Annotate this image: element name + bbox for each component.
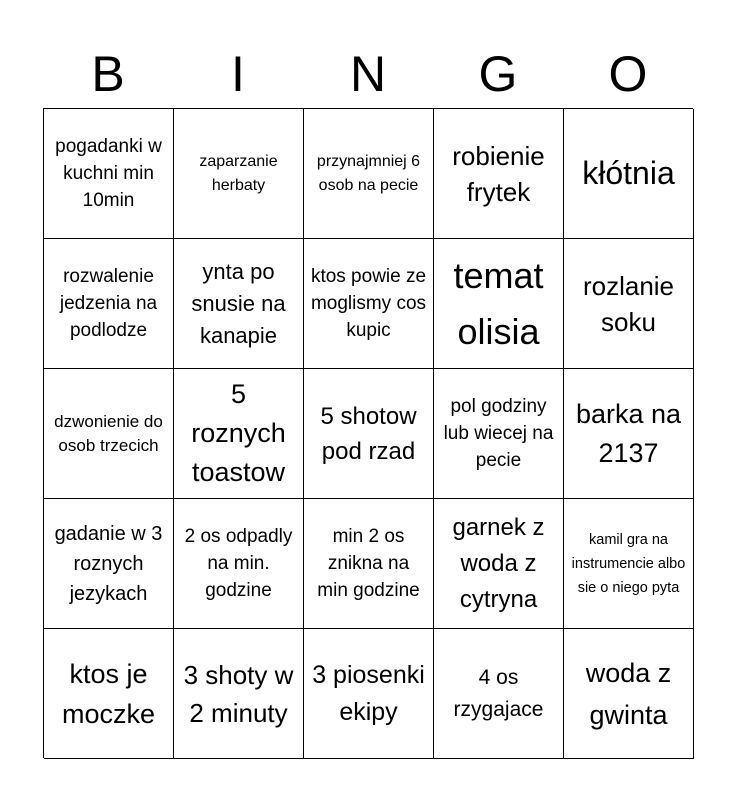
bingo-cell[interactable] [44, 629, 174, 759]
cell-text: garnek z woda z cytryna [452, 513, 545, 613]
cell-text: rozlanie soku [582, 270, 675, 337]
header-letter-g: G [478, 46, 518, 102]
bingo-cell[interactable] [44, 369, 174, 499]
header-letter-n: N [349, 46, 387, 102]
bingo-cell[interactable] [44, 109, 174, 239]
header-letter-o: O [608, 46, 648, 102]
bingo-cell[interactable] [304, 239, 434, 369]
bingo-cell[interactable] [434, 369, 564, 499]
header-letter-i: I [231, 46, 245, 102]
cell-text: robienie frytek [452, 140, 545, 207]
bingo-cell[interactable] [304, 629, 434, 759]
bingo-cell[interactable] [564, 109, 694, 239]
header-letter-b: B [91, 46, 125, 102]
cell-text: kamil gra na instrumencie albo sie o niego pyta [571, 531, 686, 596]
cell-text: 5 roznych toastow [191, 379, 286, 487]
bingo-header [43, 40, 693, 108]
cell-text: temat olisia [453, 254, 544, 352]
cell-text: pol godziny lub wiecej na pecie [443, 396, 554, 471]
cell-text: 3 shoty w 2 minuty [183, 659, 294, 728]
bingo-cell[interactable] [174, 629, 304, 759]
bingo-cell[interactable] [434, 109, 564, 239]
bingo-cell[interactable] [564, 499, 694, 629]
cell-text: barka na 2137 [575, 398, 682, 468]
cell-text: ktos je moczke [61, 658, 156, 729]
bingo-cell[interactable] [174, 369, 304, 499]
bingo-grid [43, 108, 693, 758]
bingo-cell[interactable] [434, 499, 564, 629]
cell-text: 5 shotow pod rzad [320, 402, 417, 465]
cell-text: dzwonienie do osob trzecich [54, 411, 163, 455]
bingo-cell[interactable] [564, 239, 694, 369]
cell-text: 3 piosenki ekipy [312, 660, 425, 726]
cell-text: pogadanki w kuchni min 10min [55, 136, 162, 211]
bingo-cell[interactable] [174, 239, 304, 369]
bingo-cell[interactable] [174, 109, 304, 239]
bingo-cell[interactable] [304, 369, 434, 499]
bingo-cell[interactable] [564, 369, 694, 499]
cell-text: ktos powie ze moglismy cos kupic [310, 266, 427, 341]
cell-text: gadanie w 3 roznych jezykach [54, 522, 163, 605]
bingo-cell[interactable] [304, 499, 434, 629]
cell-text: przynajmniej 6 osob na pecie [316, 152, 421, 194]
cell-text: min 2 os znikna na min godzine [317, 526, 420, 601]
bingo-cell[interactable] [434, 629, 564, 759]
cell-text: rozwalenie jedzenia na podlodze [59, 266, 158, 341]
bingo-cell[interactable] [174, 499, 304, 629]
cell-text: 4 os rzygajace [453, 665, 544, 721]
bingo-cell[interactable] [304, 109, 434, 239]
cell-text: zaparzanie herbaty [199, 152, 278, 194]
bingo-cell[interactable] [44, 239, 174, 369]
cell-text: 2 os odpadly na min. godzine [184, 526, 293, 601]
bingo-cell[interactable] [44, 499, 174, 629]
cell-text: woda z gwinta [585, 657, 672, 730]
cell-text: ynta po snusie na kanapie [191, 258, 286, 348]
bingo-cell[interactable] [564, 629, 694, 759]
bingo-cell[interactable] [434, 239, 564, 369]
cell-text: kłótnia [582, 155, 675, 191]
